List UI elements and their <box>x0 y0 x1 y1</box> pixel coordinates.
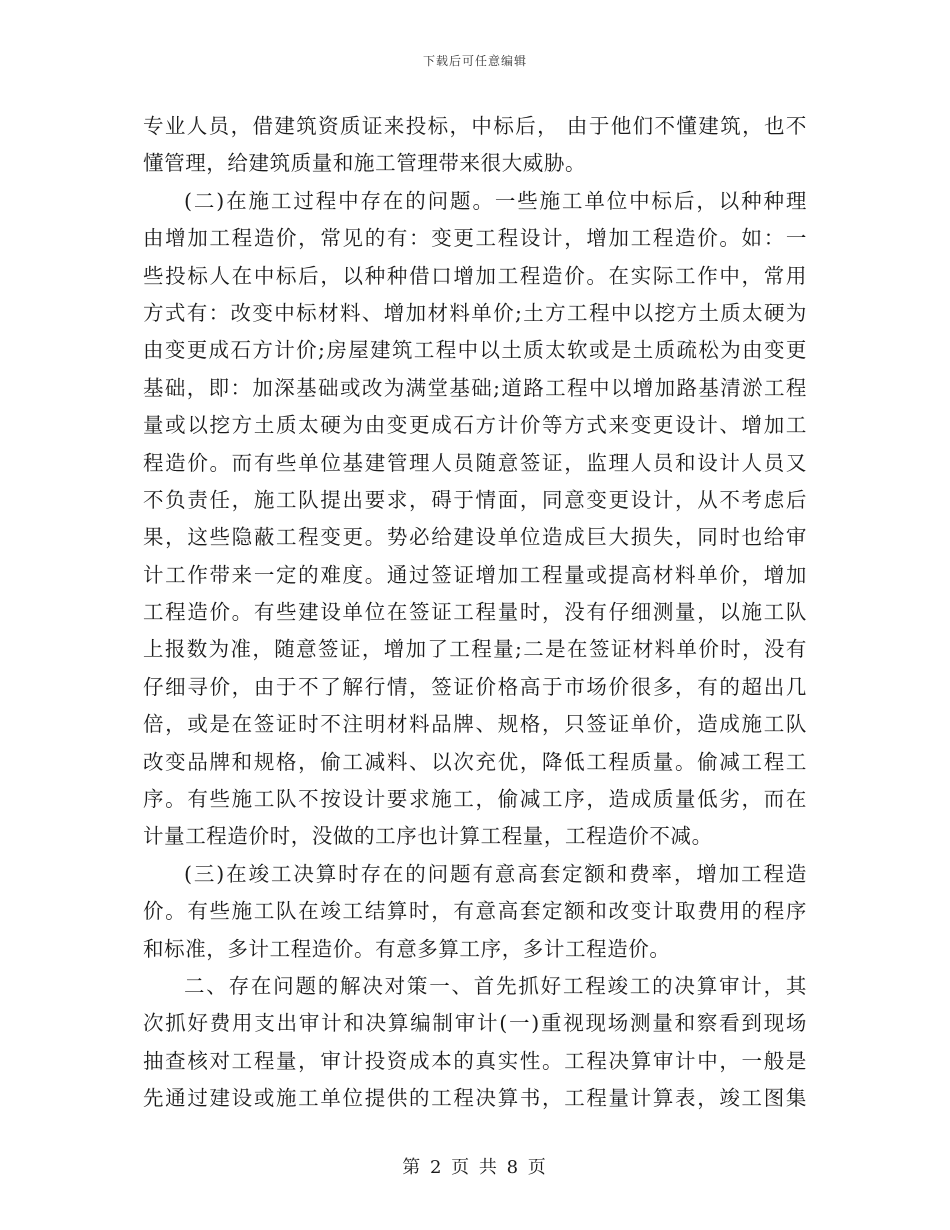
text-line: 基础，即：加深基础或改为满堂基础;道路工程中以增加路基清淤工程 <box>143 375 807 400</box>
text-line: 先通过建设或施工单位提供的工程决算书，工程量计算表，竣工图集 <box>143 1086 807 1111</box>
text-line: 价。有些施工队在竣工结算时，有意高套定额和改变计取费用的程序 <box>143 899 807 924</box>
text-line: 由变更成石方计价;房屋建筑工程中以土质太软或是土质疏松为由变更 <box>143 338 807 363</box>
text-line: (二)在施工过程中存在的问题。一些施工单位中标后，以种种理 <box>184 188 807 213</box>
page-header: 下载后可任意编辑 <box>422 54 527 68</box>
text-line: 计量工程造价时，没做的工序也计算工程量，工程造价不减。 <box>143 824 713 849</box>
text-line: 改变品牌和规格，偷工减料、以次充优，降低工程质量。偷减工程工 <box>143 749 807 774</box>
text-line: 二、存在问题的解决对策一、首先抓好工程竣工的决算审计，其 <box>184 973 807 998</box>
text-line: 专业人员，借建筑资质证来投标，中标后， 由于他们不懂建筑，也不 <box>143 114 807 138</box>
text-line: (三)在竣工决算时存在的问题有意高套定额和费率，增加工程造 <box>184 861 807 886</box>
text-line: 方式有：改变中标材料、增加材料单价;土方工程中以挖方土质太硬为 <box>143 300 807 325</box>
text-line: 上报数为准，随意签证，增加了工程量;二是在签证材料单价时，没有 <box>143 637 807 662</box>
page-number-footer: 第 2 页 共 8 页 <box>402 1157 548 1178</box>
text-line: 计工作带来一定的难度。通过签证增加工程量或提高材料单价，增加 <box>143 562 807 587</box>
document-body <box>143 108 807 1118</box>
text-line: 由增加工程造价，常见的有：变更工程设计，增加工程造价。如：一 <box>143 226 807 251</box>
text-line: 和标准，多计工程造价。有意多算工序，多计工程造价。 <box>143 936 671 961</box>
text-line: 些投标人在中标后，以种种借口增加工程造价。在实际工作中，常用 <box>143 263 807 288</box>
text-line: 次抓好费用支出审计和决算编制审计(一)重视现场测量和察看到现场 <box>143 1011 807 1036</box>
text-line: 果，这些隐蔽工程变更。势必给建设单位造成巨大损失，同时也给审 <box>143 525 807 550</box>
text-line: 懂管理，给建筑质量和施工管理带来很大威胁。 <box>143 151 587 176</box>
text-line: 抽查核对工程量，审计投资成本的真实性。工程决算审计中，一般是 <box>143 1048 807 1073</box>
text-line: 序。有些施工队不按设计要求施工，偷减工序，造成质量低劣，而在 <box>143 787 807 812</box>
text-line: 量或以挖方土质太硬为由变更成石方计价等方式来变更设计、增加工 <box>143 413 807 438</box>
text-line: 仔细寻价，由于不了解行情，签证价格高于市场价很多，有的超出几 <box>143 674 807 699</box>
text-line: 不负责任，施工队提出要求，碍于情面，同意变更设计，从不考虑后 <box>143 487 807 512</box>
text-line: 程造价。而有些单位基建管理人员随意签证，监理人员和设计人员又 <box>143 450 807 475</box>
text-line: 工程造价。有些建设单位在签证工程量时，没有仔细测量，以施工队 <box>143 600 807 625</box>
text-line: 倍，或是在签证时不注明材料品牌、规格，只签证单价，造成施工队 <box>143 712 807 737</box>
